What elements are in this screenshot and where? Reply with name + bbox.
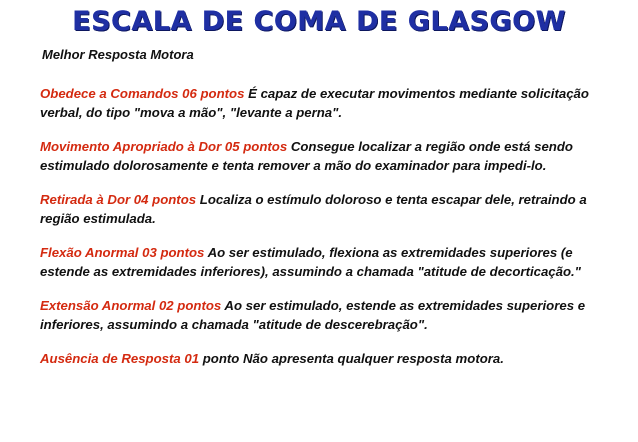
item-score-label: Retirada à Dor 04 pontos bbox=[40, 192, 197, 207]
list-item bbox=[40, 137, 615, 175]
list-item bbox=[40, 243, 615, 281]
section-subtitle: Melhor Resposta Motora bbox=[42, 47, 194, 62]
list-item bbox=[40, 190, 615, 228]
slide-title-text: ESCALA DE COMA DE GLASGOW bbox=[72, 6, 566, 37]
motor-response-list bbox=[40, 84, 615, 383]
item-description: Ao ser estimulado, flexiona as extremidades superiores (e estende as extremidades inferiores), assumindo a chamada "atitude de decorticação." bbox=[40, 245, 581, 279]
item-description: Localiza o estímulo doloroso e tenta escapar dele, retraindo a região estimulada. bbox=[40, 192, 587, 226]
item-description: É capaz de executar movimentos mediante solicitação verbal, do tipo "mova a mão", "levante a perna". bbox=[40, 86, 589, 120]
item-score-label: Movimento Apropriado à Dor 05 pontos bbox=[40, 139, 288, 154]
item-description: Consegue localizar a região onde está sendo estimulado dolorosamente e tenta remover a mão do examinador para impedi-lo. bbox=[40, 139, 573, 173]
item-score-label: Ausência de Resposta 01 bbox=[40, 351, 200, 366]
list-item bbox=[40, 84, 615, 122]
item-score-label: Obedece a Comandos 06 pontos bbox=[40, 86, 245, 101]
slide-title bbox=[0, 6, 638, 37]
item-score-label: Flexão Anormal 03 pontos bbox=[40, 245, 205, 260]
list-item bbox=[40, 296, 615, 334]
item-score-label: Extensão Anormal 02 pontos bbox=[40, 298, 222, 313]
item-description: Ao ser estimulado, estende as extremidades superiores e inferiores, assumindo a chamada "atitude de descerebração". bbox=[40, 298, 586, 332]
item-description: ponto Não apresenta qualquer resposta motora. bbox=[199, 351, 504, 366]
list-item bbox=[40, 349, 615, 368]
